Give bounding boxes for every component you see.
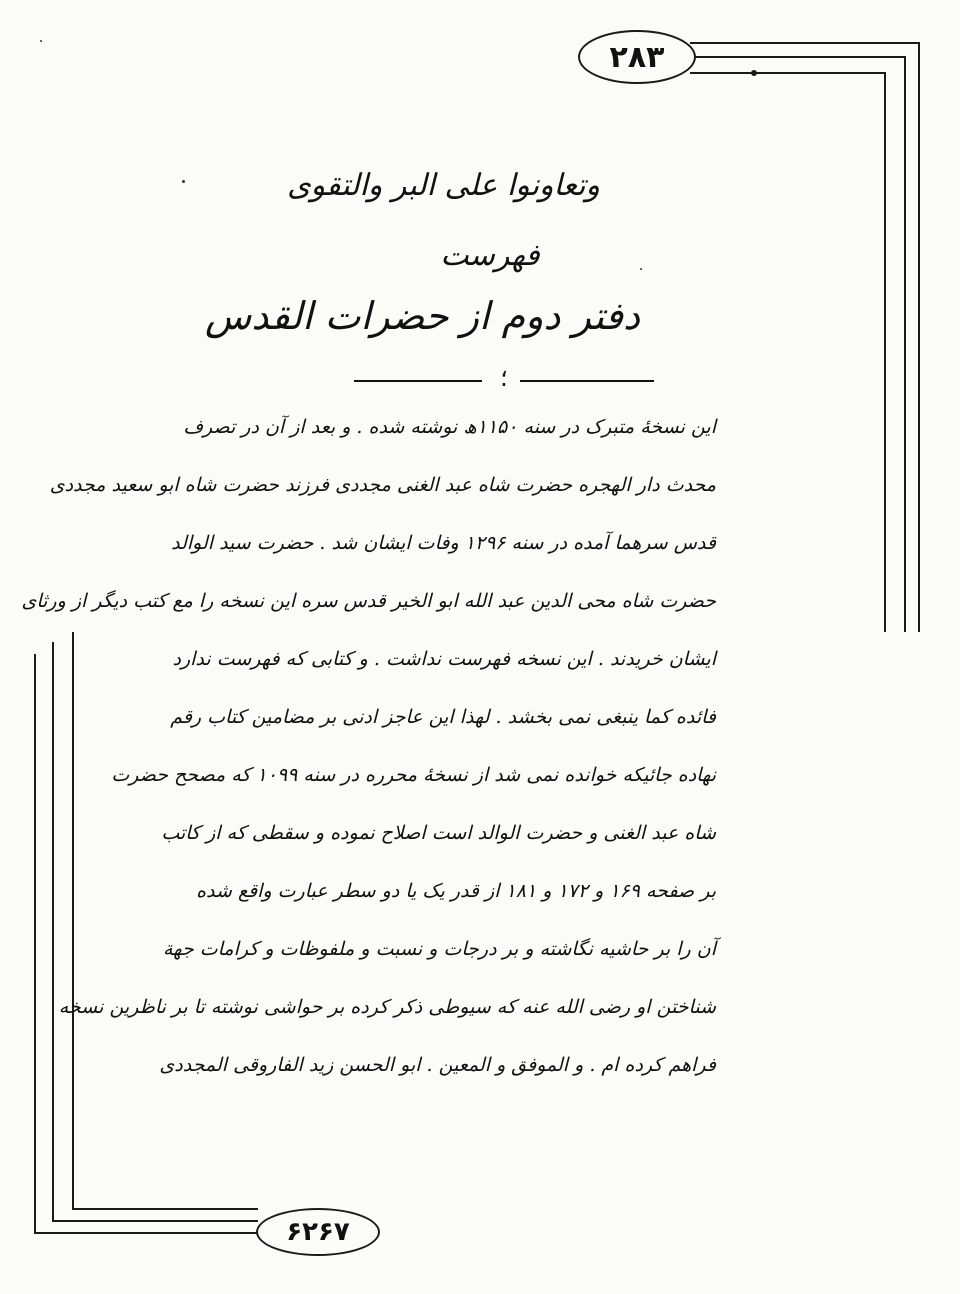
body-line-12: فراهم کرده ام . و الموفق و المعین . ابو الحسن زید الفاروقی المجددی xyxy=(159,1054,716,1076)
body-line-11: شناختن او رضی الله عنه که سیوطی ذکر کرده بر حواشی نوشته تا بر ناظرین نسخه xyxy=(58,996,716,1018)
body-line-7: نهاده جائیکه خوانده نمی شد از نسخهٔ محرره در سنه ۱۰۹۹ که مصحح حضرت xyxy=(111,764,716,786)
body-line-4: حضرت شاه محی الدین عبد الله ابو الخیر قدس سره این نسخه را مع کتب دیگر از ورثای xyxy=(21,590,716,612)
divider-right xyxy=(520,380,654,382)
frame-bottom-inner-horizontal xyxy=(72,1208,258,1210)
frame-bottom-outer-vertical xyxy=(34,654,36,1234)
manuscript-body xyxy=(21,398,716,1094)
page-number-top: ٢٨٣ xyxy=(578,30,696,84)
frame-bottom-middle-vertical xyxy=(52,642,54,1222)
page-number-bottom: ۶٢۶٧ xyxy=(256,1208,380,1256)
motto-line: وتعاونوا على البر والتقوى xyxy=(287,168,600,203)
body-line-1: این نسخهٔ متبرک در سنه ۱۱۵۰ھ نوشته شده . و بعد از آن در تصرف xyxy=(183,416,716,438)
book-subtitle: دفتر دوم از حضرات القدس xyxy=(205,294,640,338)
body-line-8: شاه عبد الغنی و حضرت الوالد است اصلاح نموده و سقطی که از کاتب xyxy=(161,822,716,844)
frame-bottom-inner-vertical xyxy=(72,632,74,1208)
frame-top-outer-vertical xyxy=(918,42,920,632)
frame-top-dot xyxy=(751,70,757,76)
scan-speck xyxy=(640,268,642,270)
index-heading: فهرست xyxy=(440,238,540,273)
body-line-6: فائده کما ینبغی نمی بخشد . لهذا این عاجز ادنی بر مضامین کتاب رقم xyxy=(170,706,716,728)
frame-top-outer-horizontal xyxy=(690,42,920,44)
frame-top-inner-horizontal xyxy=(690,72,886,74)
body-line-5: ایشان خریدند . این نسخه فهرست نداشت . و کتابی که فهرست ندارد xyxy=(172,648,716,670)
body-line-3: قدس سرهما آمده در سنه ۱۲۹۶ وفات ایشان شد . حضرت سید الوالد xyxy=(171,532,716,554)
frame-top-inner-vertical xyxy=(884,72,886,632)
scan-speck xyxy=(182,180,185,183)
frame-bottom-middle-horizontal xyxy=(52,1220,258,1222)
body-line-10: آن را بر حاشیه نگاشته و بر درجات و نسبت و ملفوظات و کرامات جهة xyxy=(163,938,716,960)
frame-bottom-outer-horizontal xyxy=(34,1232,258,1234)
frame-top-middle-horizontal xyxy=(690,56,906,58)
body-line-2: محدث دار الهجره حضرت شاه عبد الغنی مجددی فرزند حضرت شاه ابو سعید مجددی xyxy=(49,474,716,496)
scan-speck xyxy=(40,40,42,42)
divider-left xyxy=(354,380,482,382)
body-line-9: بر صفحه ۱۶۹ و ۱۷۲ و ۱۸۱ از قدر یک یا دو سطر عبارت واقع شده xyxy=(196,880,716,902)
divider-mark: ؛ xyxy=(500,364,508,392)
frame-top-middle-vertical xyxy=(904,56,906,632)
